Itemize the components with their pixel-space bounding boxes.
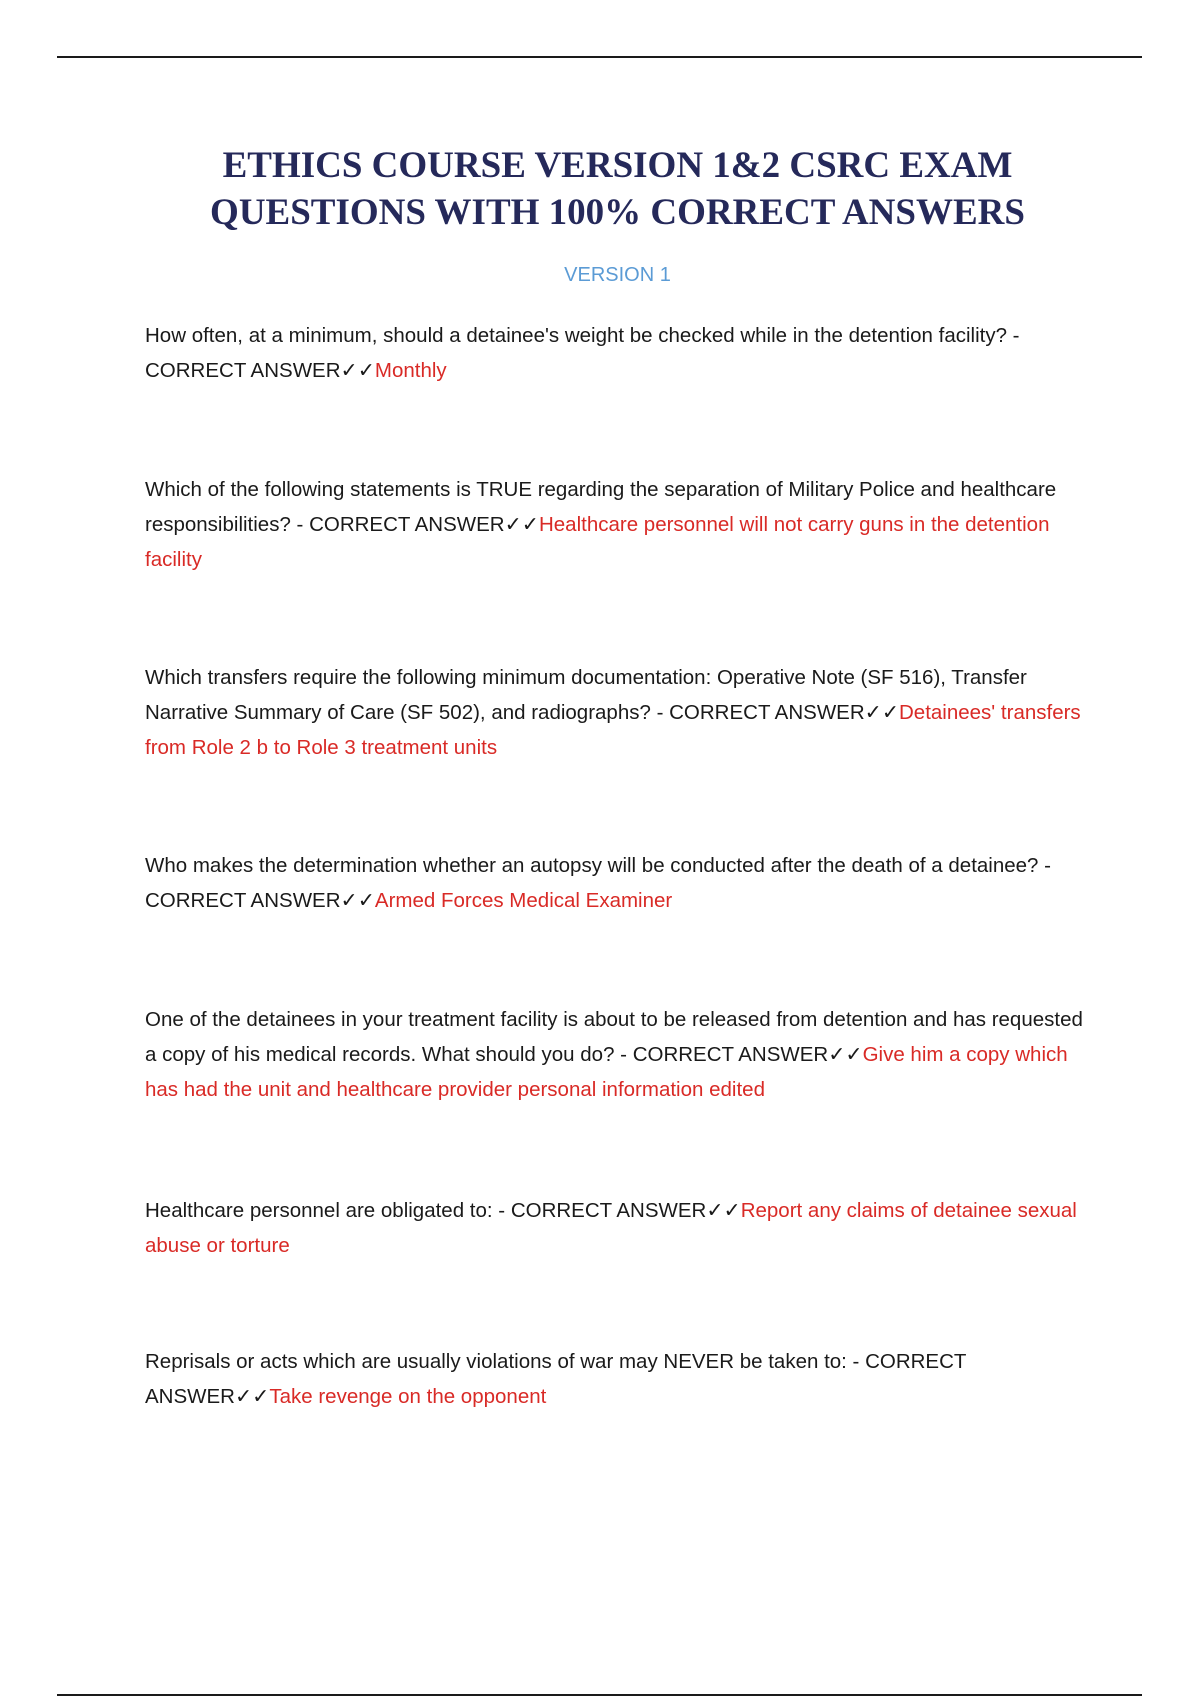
- title-line-1: ETHICS COURSE VERSION 1&2 CSRC EXAM: [222, 145, 1013, 186]
- correct-answer-label: CORRECT ANSWER: [145, 359, 341, 382]
- correct-answer-label: CORRECT ANSWER: [632, 1043, 829, 1066]
- question-text: Reprisals or acts which are usually violations of war may NEVER be taken to: -: [145, 1350, 866, 1373]
- qa-item: [145, 1344, 1095, 1414]
- qa-item: [145, 1193, 1095, 1263]
- answer-text: Detainees' transfers from Role 2 b to Role 3 treatment units: [145, 701, 1081, 759]
- page-title: [0, 142, 1200, 236]
- check-icon: ✓✓: [828, 1043, 863, 1066]
- qa-item: [145, 1002, 1095, 1107]
- top-rule: [57, 56, 1142, 58]
- check-icon: ✓✓: [706, 1199, 741, 1222]
- answer-text: Monthly: [374, 359, 447, 382]
- check-icon: ✓✓: [504, 513, 539, 536]
- check-icon: ✓✓: [234, 1385, 270, 1408]
- answer-text: Healthcare personnel will not carry guns in the detention facility: [145, 513, 1050, 571]
- correct-answer-label: CORRECT ANSWER: [309, 513, 505, 536]
- check-icon: ✓✓: [340, 889, 375, 912]
- qa-item: [145, 660, 1095, 765]
- qa-item: [145, 318, 1095, 388]
- check-icon: ✓✓: [340, 359, 375, 382]
- question-text: One of the detainees in your treatment facility is about to be released from detention and has requested a copy of his medical records. What should you do? -: [145, 1008, 1083, 1066]
- answer-text: Take revenge on the opponent: [269, 1385, 547, 1408]
- answer-text: Give him a copy which has had the unit and healthcare provider personal information edited: [145, 1043, 1068, 1101]
- answer-text: Armed Forces Medical Examiner: [374, 889, 673, 912]
- question-text: Healthcare personnel are obligated to: -: [145, 1199, 511, 1222]
- check-icon: ✓✓: [864, 701, 899, 724]
- question-text: Which of the following statements is TRUE regarding the separation of Military Police and healthcare responsibilities? -: [145, 478, 1057, 536]
- title-line-2: QUESTIONS WITH 100% CORRECT ANSWERS: [210, 192, 1025, 233]
- question-text: Who makes the determination whether an autopsy will be conducted after the death of a detainee? -: [145, 854, 1051, 877]
- question-text: How often, at a minimum, should a detainee's weight be checked while in the detention facility? -: [145, 324, 1020, 347]
- correct-answer-label: CORRECT ANSWER: [669, 701, 865, 724]
- qa-item: [145, 848, 1095, 918]
- version-label: VERSION 1: [564, 264, 671, 286]
- correct-answer-label: CORRECT ANSWER: [145, 1350, 967, 1408]
- correct-answer-label: CORRECT ANSWER: [510, 1199, 707, 1222]
- bottom-rule: [57, 1694, 1142, 1696]
- question-text: Which transfers require the following minimum documentation: Operative Note (SF 516), Transfer Narrative Summary of Care (SF 502), and radiographs? -: [145, 666, 1027, 724]
- qa-item: [145, 472, 1095, 577]
- correct-answer-label: CORRECT ANSWER: [145, 889, 341, 912]
- answer-text: Report any claims of detainee sexual abuse or torture: [145, 1199, 1077, 1257]
